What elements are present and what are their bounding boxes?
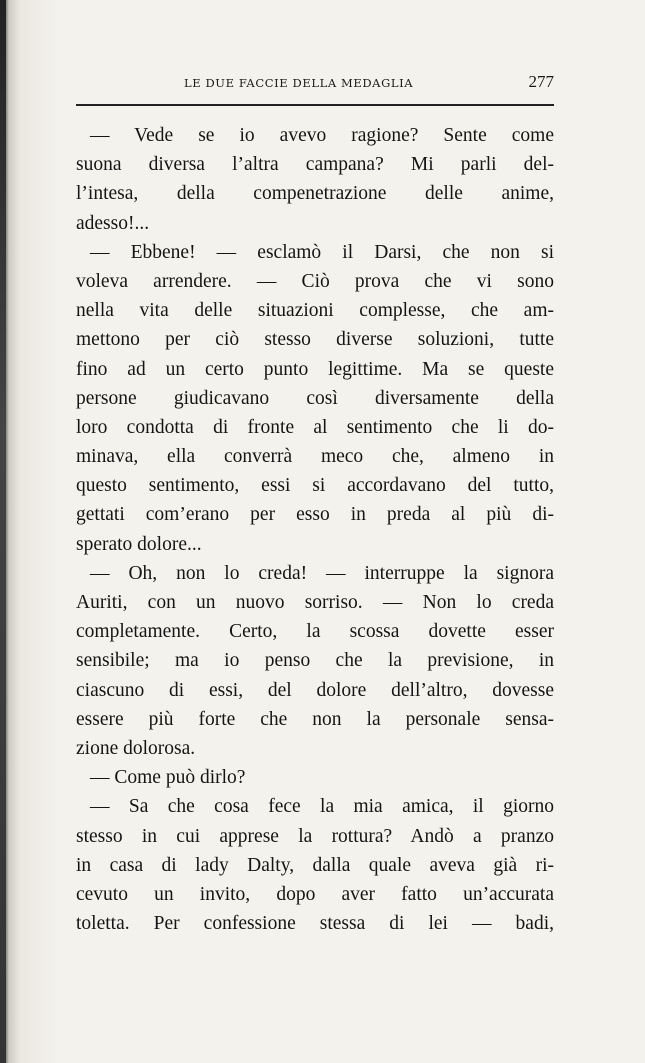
running-title: LE DUE FACCIE DELLA MEDAGLIA (184, 76, 414, 90)
text-line: — Vede se io avevo ragione? Sente come (90, 125, 554, 146)
text-line: — Sa che cosa fece la mia amica, il giorno (90, 796, 554, 818)
text-line: voleva arrendere. — Ciò prova che vi sono (76, 270, 554, 292)
text-line: toletta. Per confessione stessa di lei — badi, (76, 913, 554, 935)
text-line: essere più forte che non la personale sensa- (76, 708, 554, 730)
text-line: loro condotta di fronte al sentimento che li do- (76, 416, 554, 438)
text-line: sperato dolore... (76, 533, 202, 555)
book-spine-shadow (0, 0, 6, 1063)
text-line: mettono per ciò stesso diverse soluzioni, tutte (76, 329, 554, 351)
text-line: — Come può dirlo? (90, 767, 246, 789)
text-line: persone giudicavano così diversamente della (76, 387, 554, 409)
text-line: fino ad un certo punto legittime. Ma se queste (76, 358, 554, 380)
text-line: questo sentimento, essi si accordavano del tutto, (76, 475, 554, 497)
text-line: suona diversa l’altra campana? Mi parli del- (76, 154, 554, 176)
header-rule (76, 104, 554, 106)
text-line: nella vita delle situazioni complesse, che am- (76, 300, 554, 322)
text-line: cevuto un invito, dopo aver fatto un’accurata (76, 883, 554, 905)
text-line: gettati com’erano per esso in preda al più di- (76, 504, 554, 526)
text-line: ciascuno di essi, del dolore dell’altro, dovesse (76, 679, 554, 701)
body-text (76, 121, 554, 938)
text-line: sensibile; ma io penso che la previsione, in (76, 650, 554, 672)
page-header (72, 72, 554, 96)
text-line: stesso in cui apprese la rottura? Andò a pranzo (76, 825, 554, 847)
page-number: 277 (528, 72, 554, 91)
text-line: — Oh, non lo creda! — interruppe la signora (90, 562, 554, 584)
text-line: — Ebbene! — esclamò il Darsi, che non si (90, 241, 554, 263)
text-line: zione dolorosa. (76, 737, 196, 759)
text-line: in casa di lady Dalty, dalla quale aveva già ri- (76, 854, 554, 876)
text-line: minava, ella converrà meco che, almeno in (76, 446, 554, 468)
text-line: adesso!... (76, 212, 150, 234)
text-line: completamente. Certo, la scossa dovette esser (76, 621, 554, 643)
text-line: Auriti, con un nuovo sorriso. — Non lo creda (76, 592, 554, 613)
text-line: l’intesa, della compenetrazione delle anime, (76, 183, 554, 205)
